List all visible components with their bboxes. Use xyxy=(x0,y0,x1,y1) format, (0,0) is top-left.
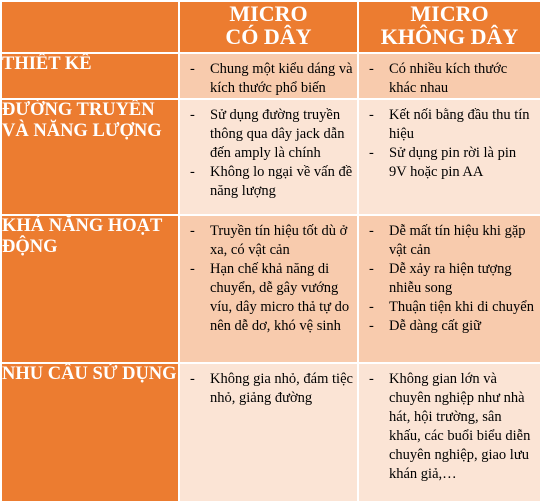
cell-wired-operation xyxy=(179,215,358,363)
table-row xyxy=(1,53,540,99)
cell-wired-transmission xyxy=(179,99,358,215)
list-item: - Dễ mất tín hiệu khi gặp vật cản xyxy=(359,222,536,260)
table-row xyxy=(1,363,540,502)
list-item: - Dễ xảy ra hiện tượng nhiễu song xyxy=(359,260,536,298)
row-header-operation: KHẢ NĂNG HOẠT ĐỘNG xyxy=(1,215,179,363)
cell-wired-design xyxy=(179,53,358,99)
table-row xyxy=(1,99,540,215)
column-header-wired-line2: CÓ DÂY xyxy=(225,24,312,49)
cell-wireless-usage xyxy=(358,363,540,502)
list-item: - Thuận tiện khi di chuyển xyxy=(359,298,536,317)
column-header-wireless-line1: MICRO xyxy=(410,1,489,26)
list-item: - Chung một kiểu dáng và kích thước phổ biến xyxy=(180,60,353,98)
list-item: - Dễ dàng cất giữ xyxy=(359,317,536,336)
table-row xyxy=(1,215,540,363)
list-item: - Sử dụng đường truyền thông qua dây jack dẫn đến amply là chính xyxy=(180,106,353,163)
column-header-wired-line1: MICRO xyxy=(229,1,308,26)
list-item: - Không lo ngại về vấn đề năng lượng xyxy=(180,163,353,201)
row-header-transmission: ĐƯỜNG TRUYỀN VÀ NĂNG LƯỢNG xyxy=(1,99,179,215)
corner-cell xyxy=(1,1,179,53)
header-row xyxy=(1,1,540,53)
list-item: - Kết nối bằng đầu thu tín hiệu xyxy=(359,106,536,144)
list-item: - Không gia nhỏ, đám tiệc nhỏ, giảng đường xyxy=(180,370,353,408)
column-header-wireless xyxy=(358,1,540,53)
row-header-design: THIẾT KẾ xyxy=(1,53,179,99)
cell-wireless-operation xyxy=(358,215,540,363)
cell-wireless-transmission xyxy=(358,99,540,215)
cell-wireless-design xyxy=(358,53,540,99)
cell-wired-usage xyxy=(179,363,358,502)
column-header-wired xyxy=(179,1,358,53)
list-item: - Truyền tín hiệu tốt dù ở xa, có vật cản xyxy=(180,222,353,260)
list-item: - Sử dụng pin rời là pin 9V hoặc pin AA xyxy=(359,144,536,182)
list-item: - Có nhiều kích thước khác nhau xyxy=(359,60,536,98)
list-item: - Không gian lớn và chuyên nghiệp như nhà hát, hội trường, sân khấu, các buổi biểu diễn chuyên nghiệp, giao lưu khán giả,… xyxy=(359,370,536,484)
list-item: - Hạn chế khả năng di chuyển, dễ gây vướng víu, dây micro thả tự do nên dễ dơ, khó vệ sinh xyxy=(180,260,353,336)
row-header-usage: NHU CẦU SỬ DỤNG xyxy=(1,363,179,502)
column-header-wireless-line2: KHÔNG DÂY xyxy=(380,24,519,49)
